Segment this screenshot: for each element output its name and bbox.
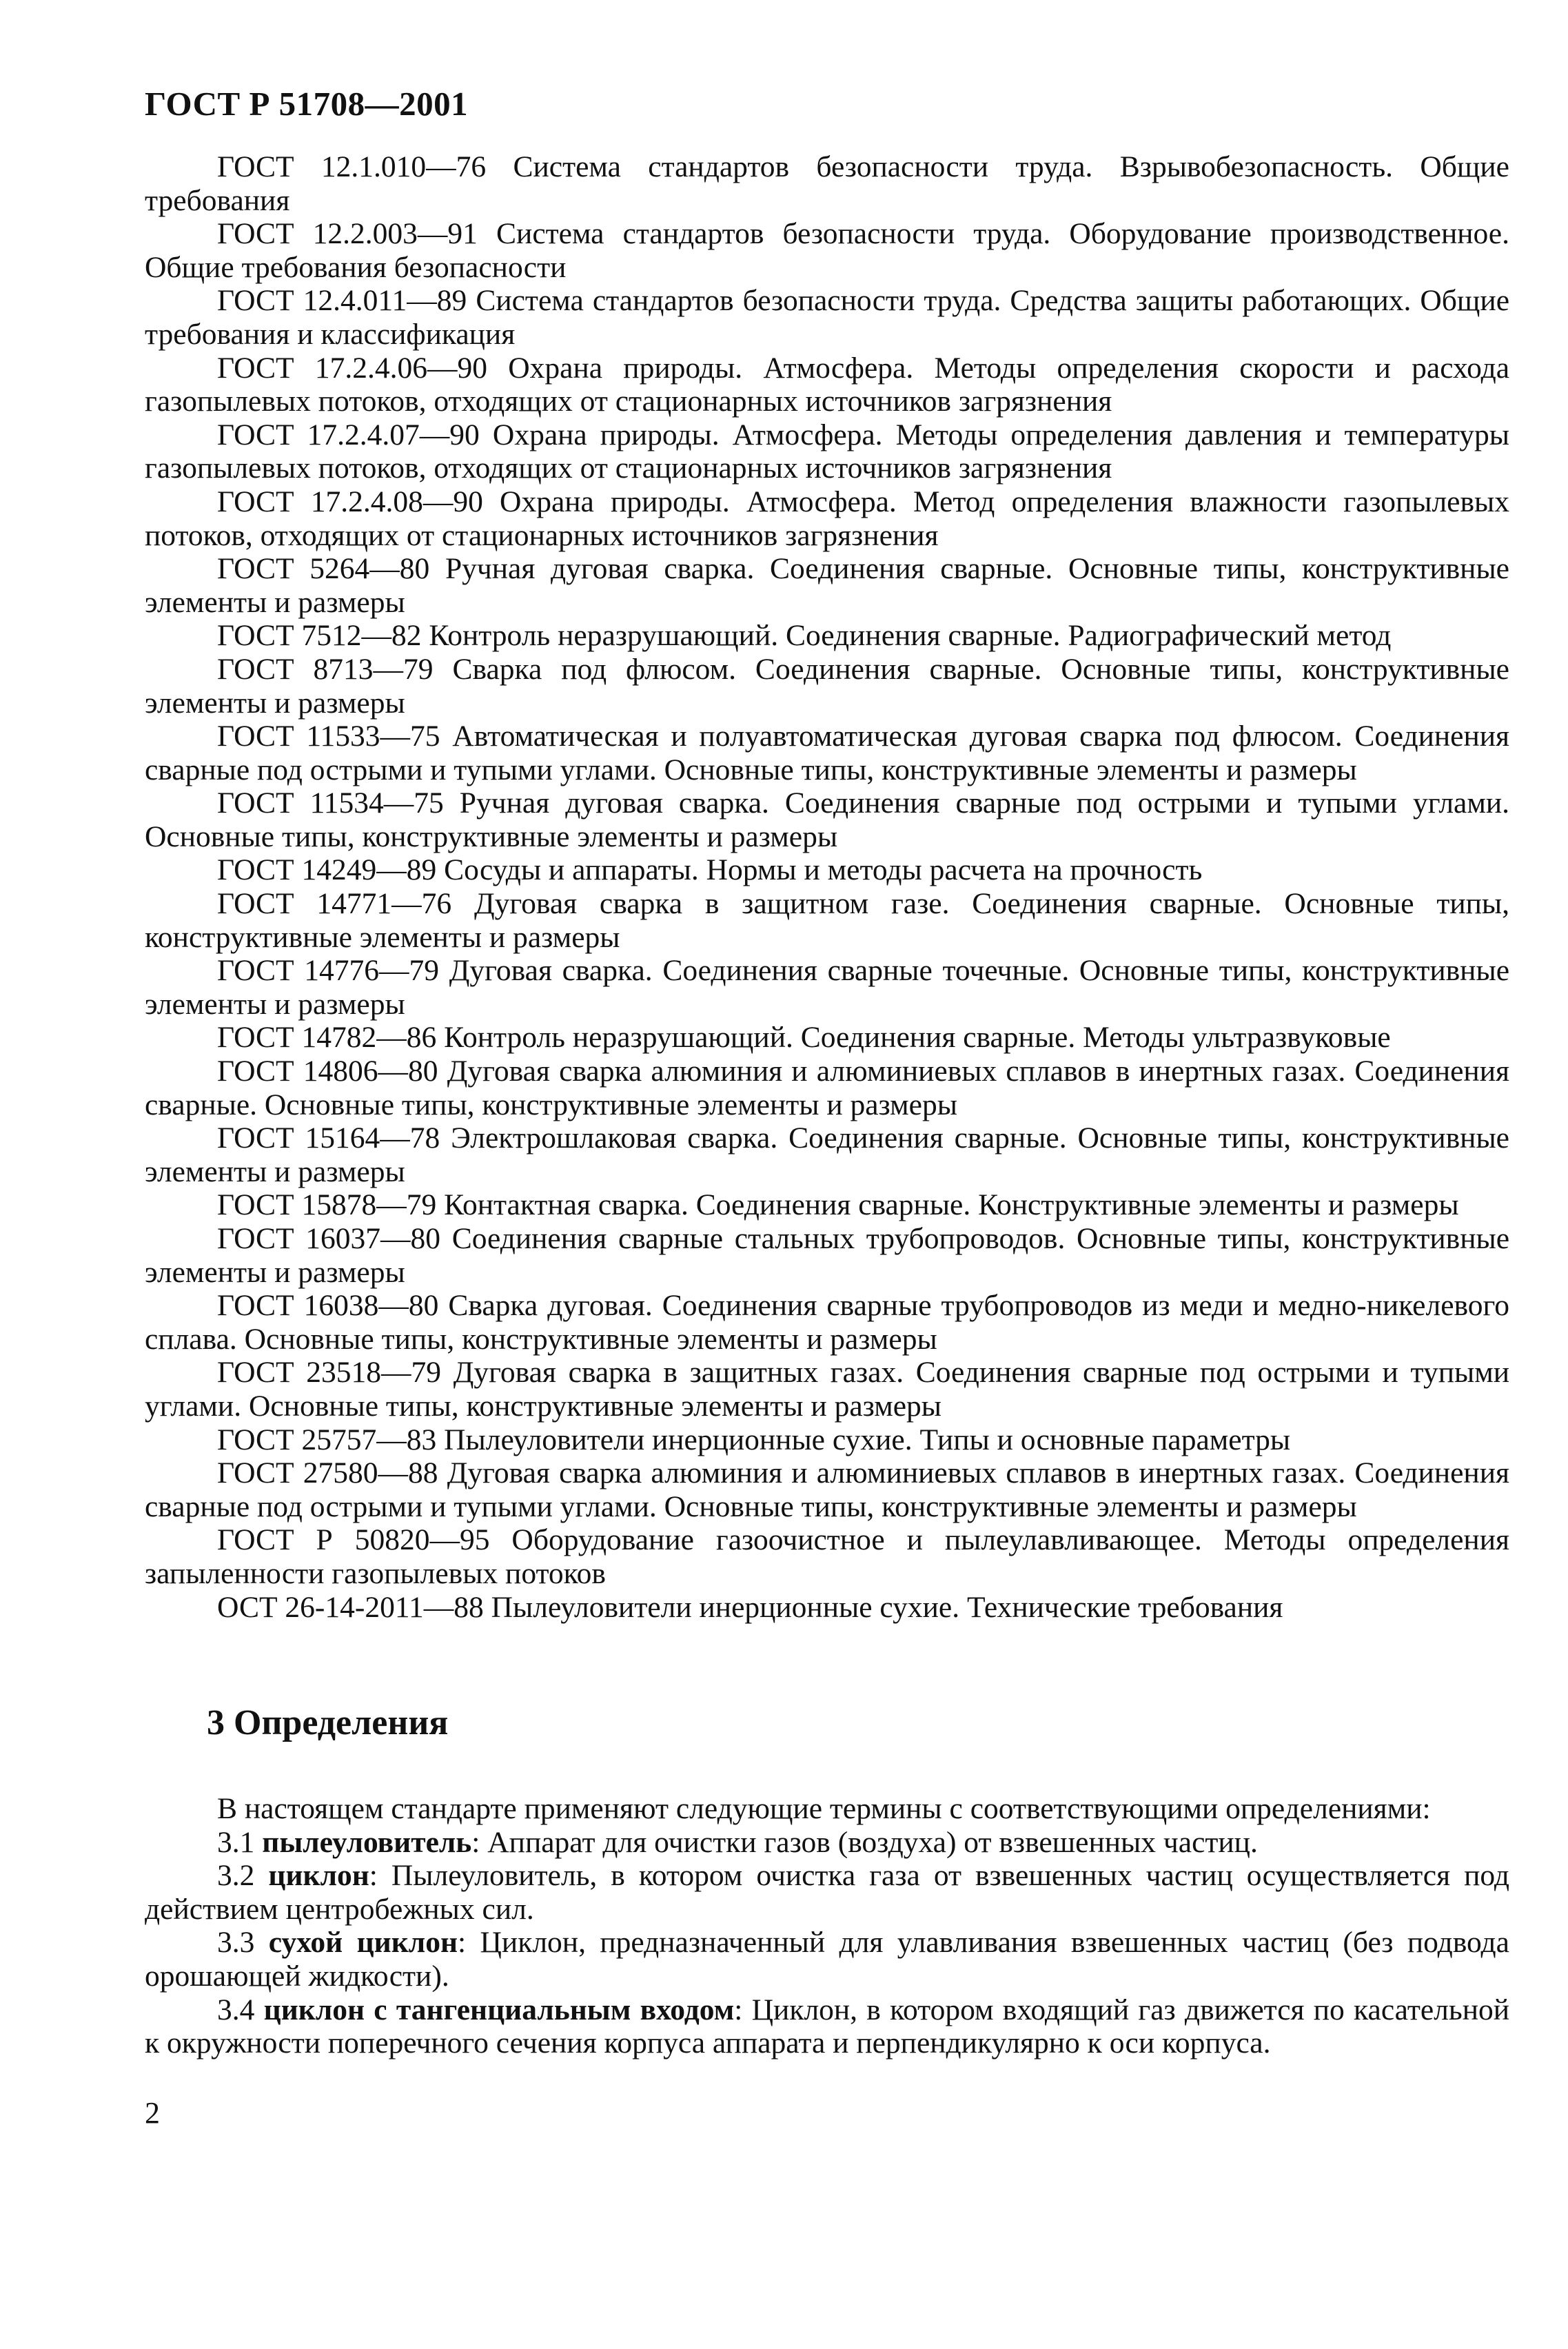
reference-code: ГОСТ 17.2.4.07—90 xyxy=(217,418,480,451)
reference-code: ОСТ 26-14-2011—88 xyxy=(217,1590,484,1624)
reference-entry xyxy=(145,1289,1509,1356)
definition-term: пылеуловитель xyxy=(262,1825,472,1859)
reference-entry xyxy=(145,1591,1509,1625)
definition-term: сухой циклон xyxy=(268,1926,458,1960)
definition-text: : Циклон, в котором входящий газ движется по касательной к окружности поперечного сечения корпуса аппарата и перпендикулярно к оси корпуса. xyxy=(145,1993,1510,2060)
reference-entry xyxy=(145,1523,1509,1590)
reference-entry xyxy=(145,1456,1509,1523)
reference-title: Оборудование газоочистное и пылеулавливающее. Методы определения запыленности газопылевых потоков xyxy=(145,1523,1509,1590)
reference-code: ГОСТ 12.4.011—89 xyxy=(217,284,467,318)
reference-entry xyxy=(145,217,1509,284)
section-heading: 3 Определения xyxy=(207,1703,449,1742)
reference-title: Контроль неразрушающий. Соединения сварные. Методы ультразвуковые xyxy=(444,1021,1391,1055)
reference-code: ГОСТ 14782—86 xyxy=(217,1021,437,1055)
reference-title: Ручная дуговая сварка. Соединения сварные. Основные типы, конструктивные элементы и размеры xyxy=(145,552,1509,619)
reference-title: Дуговая сварка в защитном газе. Соединения сварные. Основные типы, конструктивные элементы и размеры xyxy=(145,887,1509,954)
reference-title: Дуговая сварка. Соединения сварные точечные. Основные типы, конструктивные элементы и размеры xyxy=(145,954,1509,1021)
reference-entry xyxy=(145,653,1509,720)
reference-code: ГОСТ 23518—79 xyxy=(217,1356,442,1390)
definition-text: : Циклон, предназначенный для улавливания взвешенных частиц (без подвода орошающей жидкости). xyxy=(145,1926,1509,1993)
reference-code: ГОСТ Р 50820—95 xyxy=(217,1523,490,1557)
reference-entry xyxy=(145,786,1509,853)
definition-number: 3.3 xyxy=(217,1926,255,1960)
reference-code: ГОСТ 16037—80 xyxy=(217,1222,441,1255)
reference-title: Ручная дуговая сварка. Соединения сварные под острыми и тупыми углами. Основные типы, конструктивные элементы и размеры xyxy=(145,786,1510,853)
reference-title: Электрошлаковая сварка. Соединения сварные. Основные типы, конструктивные элементы и размеры xyxy=(145,1121,1509,1188)
reference-code: ГОСТ 5264—80 xyxy=(217,552,430,586)
reference-code: ГОСТ 17.2.4.06—90 xyxy=(217,351,487,385)
reference-title: Сварка под флюсом. Соединения сварные. Основные типы, конструктивные элементы и размеры xyxy=(145,652,1509,720)
reference-code: ГОСТ 27580—88 xyxy=(217,1456,438,1490)
reference-entry xyxy=(145,485,1509,552)
definition-item xyxy=(145,1859,1509,1926)
reference-code: ГОСТ 15878—79 xyxy=(217,1188,437,1222)
reference-entry xyxy=(145,552,1509,619)
reference-code: ГОСТ 14776—79 xyxy=(217,954,440,988)
reference-title: Система стандартов безопасности труда. Взрывобезопасность. Общие требования xyxy=(145,150,1509,217)
reference-title: Охрана природы. Атмосфера. Метод определения влажности газопылевых потоков, отходящих от стационарных источников загрязнения xyxy=(145,485,1510,552)
reference-code: ГОСТ 12.1.010—76 xyxy=(217,150,487,183)
reference-code: ГОСТ 11534—75 xyxy=(217,786,444,820)
reference-title: Охрана природы. Атмосфера. Методы определения давления и температуры газопылевых потоков, отходящих от стационарных источников загрязнения xyxy=(145,418,1510,485)
document-header: ГОСТ Р 51708—2001 xyxy=(145,85,469,123)
normative-references-list xyxy=(145,150,1509,1624)
reference-entry xyxy=(145,954,1509,1021)
reference-entry xyxy=(145,619,1509,653)
definition-item xyxy=(145,1826,1509,1860)
definition-item xyxy=(145,1993,1509,2060)
reference-entry xyxy=(145,1356,1509,1423)
definition-text: : Аппарат для очистки газов (воздуха) от взвешенных частиц. xyxy=(471,1825,1258,1859)
definition-number: 3.4 xyxy=(217,1993,255,2026)
reference-title: Контактная сварка. Соединения сварные. Конструктивные элементы и размеры xyxy=(444,1188,1459,1222)
definition-text: : Пылеуловитель, в котором очистка газа от взвешенных частиц осуществляется под действием центробежных сил. xyxy=(145,1859,1510,1926)
definition-term: циклон с тангенциальным входом xyxy=(263,1993,735,2026)
reference-code: ГОСТ 7512—82 xyxy=(217,619,422,653)
reference-title: Сварка дуговая. Соединения сварные трубопроводов из меди и медно-никелевого сплава. Основные типы, конструктивные элементы и размеры xyxy=(145,1289,1510,1356)
definition-number: 3.1 xyxy=(217,1825,255,1859)
reference-title: Дуговая сварка в защитных газах. Соединения сварные под острыми и тупыми углами. Основные типы, конструктивные элементы и размеры xyxy=(145,1356,1510,1423)
reference-entry xyxy=(145,1121,1509,1188)
reference-entry xyxy=(145,1021,1509,1055)
reference-entry xyxy=(145,887,1509,954)
reference-code: ГОСТ 16038—80 xyxy=(217,1289,439,1323)
reference-entry xyxy=(145,1222,1509,1289)
reference-title: Пылеуловители инерционные сухие. Технические требования xyxy=(491,1590,1283,1624)
reference-code: ГОСТ 8713—79 xyxy=(217,652,434,686)
reference-title: Соединения сварные стальных трубопроводов. Основные типы, конструктивные элементы и размеры xyxy=(145,1222,1510,1289)
reference-title: Пылеуловители инерционные сухие. Типы и основные параметры xyxy=(444,1423,1291,1456)
definition-item xyxy=(145,1926,1509,1993)
reference-title: Дуговая сварка алюминия и алюминиевых сплавов в инертных газах. Соединения сварные под острыми и тупыми углами. Основные типы, конструктивные элементы и размеры xyxy=(145,1456,1509,1523)
reference-title: Система стандартов безопасности труда. Средства защиты работающих. Общие требования и классификация xyxy=(145,284,1510,351)
page-number: 2 xyxy=(145,2096,160,2130)
reference-code: ГОСТ 14806—80 xyxy=(217,1055,438,1088)
reference-title: Дуговая сварка алюминия и алюминиевых сплавов в инертных газах. Соединения сварные. Основные типы, конструктивные элементы и размеры xyxy=(145,1055,1509,1121)
definition-term: циклон xyxy=(268,1859,369,1893)
reference-code: ГОСТ 14249—89 xyxy=(217,853,437,887)
reference-code: ГОСТ 12.2.003—91 xyxy=(217,217,478,251)
reference-title: Охрана природы. Атмосфера. Методы определения скорости и расхода газопылевых потоков, отходящих от стационарных источников загрязнения xyxy=(145,351,1510,418)
reference-entry xyxy=(145,418,1509,485)
section-intro: В настоящем стандарте применяют следующие термины с соответствующими определениями: xyxy=(217,1792,1431,1825)
reference-entry xyxy=(145,720,1509,786)
reference-entry xyxy=(145,1423,1509,1457)
reference-title: Контроль неразрушающий. Соединения сварные. Радиографический метод xyxy=(429,619,1392,653)
reference-entry xyxy=(145,853,1509,887)
definitions-block xyxy=(145,1792,1509,2060)
reference-entry xyxy=(145,1055,1509,1121)
reference-entry xyxy=(145,284,1509,351)
reference-title: Сосуды и аппараты. Нормы и методы расчета на прочность xyxy=(444,853,1203,887)
reference-code: ГОСТ 17.2.4.08—90 xyxy=(217,485,483,518)
reference-title: Система стандартов безопасности труда. Оборудование производственное. Общие требования безопасности xyxy=(145,217,1509,284)
reference-code: ГОСТ 15164—78 xyxy=(217,1121,440,1155)
reference-entry xyxy=(145,150,1509,217)
reference-entry xyxy=(145,352,1509,418)
reference-title: Автоматическая и полуавтоматическая дуговая сварка под флюсом. Соединения сварные под острыми и тупыми углами. Основные типы, конструктивные элементы и размеры xyxy=(145,720,1510,786)
reference-code: ГОСТ 11533—75 xyxy=(217,720,440,753)
reference-code: ГОСТ 14771—76 xyxy=(217,887,452,921)
reference-entry xyxy=(145,1188,1509,1222)
definition-number: 3.2 xyxy=(217,1859,255,1893)
reference-code: ГОСТ 25757—83 xyxy=(217,1423,437,1456)
